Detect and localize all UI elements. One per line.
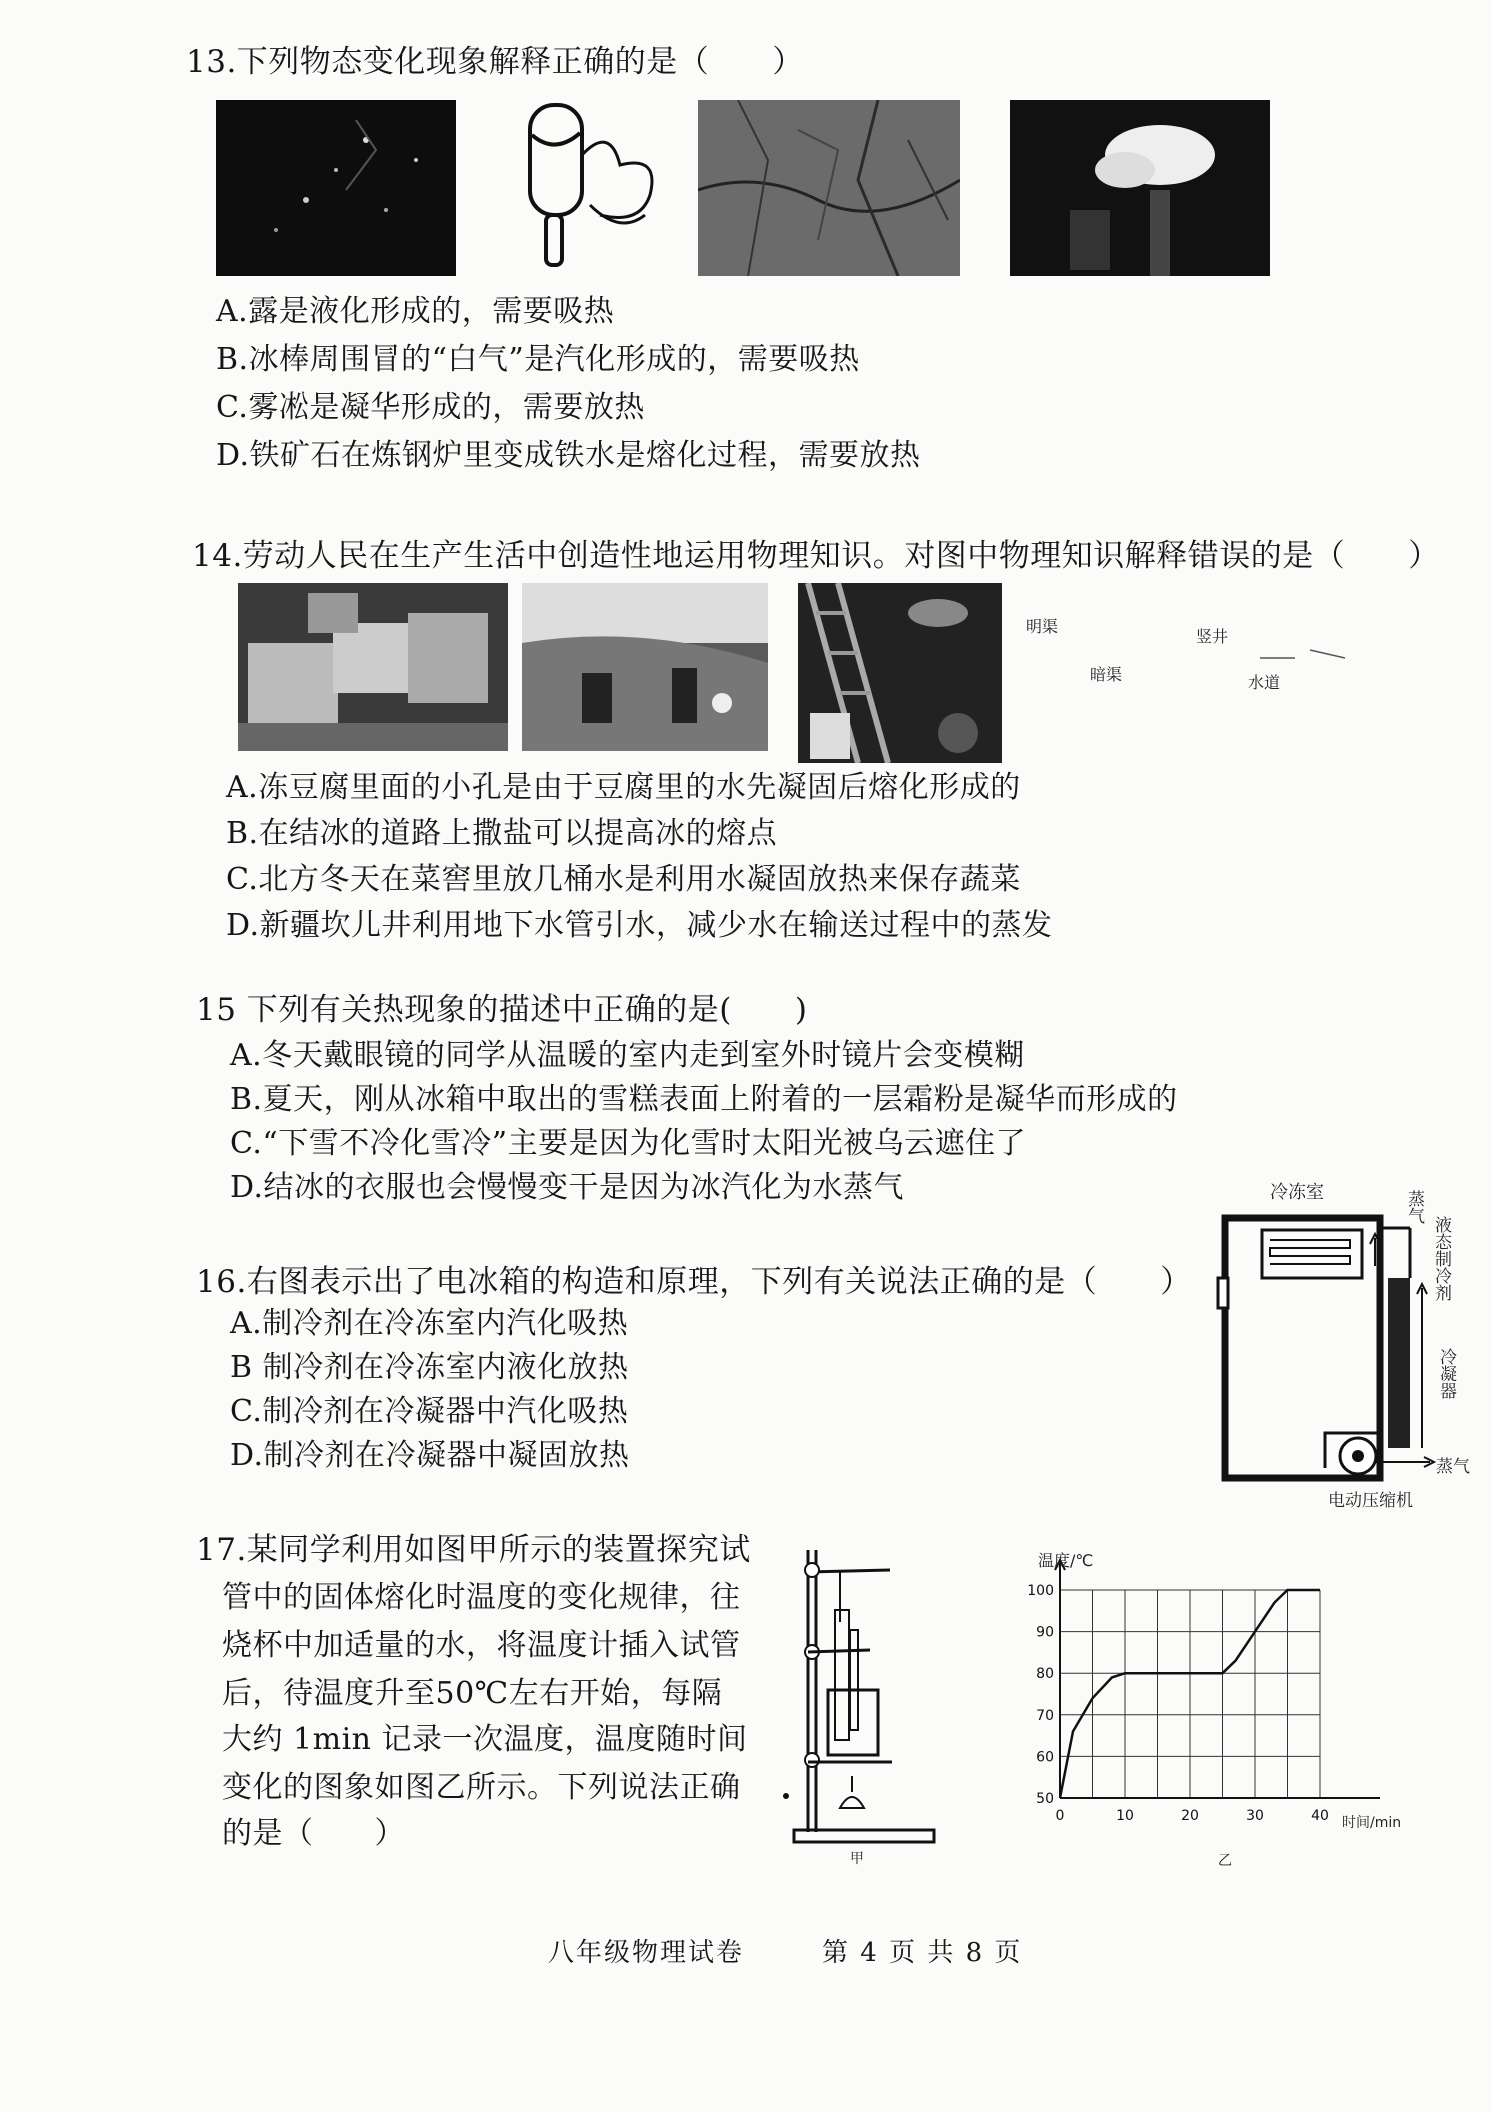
q14-option-c: C.北方冬天在菜窖里放几桶水是利用水凝固放热来保存蔬菜 [226,862,1021,897]
label-mingqu: 明渠 [1026,617,1059,636]
label-vapor-bottom: 蒸气 [1436,1457,1470,1477]
q15-option-d: D.结冰的衣服也会慢慢变干是因为冰汽化为水蒸气 [230,1170,905,1205]
q14-cellar-photo [798,583,1002,763]
label-condenser: 冷凝器 [1436,1348,1456,1399]
chart-y-tick-label: 100 [1027,1583,1054,1599]
label-compressor: 电动压缩机 [1328,1491,1413,1511]
q17-line-4: 后，待温度升至50℃左右开始，每隔 [222,1676,723,1711]
q17-line-1: 17.某同学利用如图甲所示的装置探究试 [196,1532,751,1568]
road-salt-image [522,583,768,751]
q17-line-2: 管中的固体熔化时温度的变化规律，往 [222,1580,741,1615]
q17-line-5: 大约 1min 记录一次温度，温度随时间 [222,1722,748,1757]
q14-frozen-tofu-photo [238,583,508,751]
label-shuidao: 水道 [1248,673,1281,692]
chart-x-tick-label: 40 [1311,1808,1329,1824]
chart-y-tick-label: 90 [1036,1624,1054,1641]
fig-jia-caption: 甲 [850,1851,864,1867]
dew-drops-image [216,100,456,276]
chart-y-tick-label: 60 [1036,1749,1054,1766]
label-freezer: 冷冻室 [1270,1182,1324,1203]
tofu-blocks-image [238,583,508,751]
chart-x-tick-label: 10 [1116,1808,1134,1824]
q17-line-7: 的是（ ） [222,1816,405,1851]
q14-option-a: A.冻豆腐里面的小孔是由于豆腐里的水先凝固后熔化形成的 [226,770,1021,805]
q16-option-b: B 制冷剂在冷冻室内液化放热 [230,1350,629,1385]
q13-option-d: D.铁矿石在炼钢炉里变成铁水是熔化过程，需要放热 [216,438,921,473]
fig-yi-caption: 乙 [1218,1853,1232,1869]
rime-branches-image [698,100,960,276]
q13-option-a: A.露是液化形成的，需要吸热 [216,294,615,329]
label-vapor-top: 蒸气 [1404,1190,1424,1224]
q15-option-b: B.夏天，刚从冰箱中取出的雪糕表面上附着的一层霜粉是凝华而形成的 [230,1082,1178,1117]
q14-option-d: D.新疆坎儿井利用地下水管引水，减少水在输送过程中的蒸发 [226,908,1053,943]
chart-y-tick-label: 70 [1036,1707,1054,1724]
q13-furnace-photo [1010,100,1270,276]
label-anqu: 暗渠 [1090,665,1123,684]
apparatus-drawing [780,1540,950,1870]
karez-lines [1020,600,1350,760]
chart-x-tick-label: 30 [1246,1808,1264,1824]
cellar-image [798,583,1002,763]
q15-title: 15 下列有关热现象的描述中正确的是( ) [196,992,808,1028]
q16-option-a: A.制冷剂在冷冻室内汽化吸热 [230,1306,629,1341]
footer-page: 第 4 页 共 8 页 [822,1938,1023,1968]
q15-option-c: C.“下雪不冷化雪冷”主要是因为化雪时太阳光被乌云遮住了 [230,1126,1027,1161]
footer-subject: 八年级物理试卷 [548,1938,745,1968]
q13-popsicle-drawing [510,95,670,270]
q13-option-b: B.冰棒周围冒的“白气”是汽化形成的，需要吸热 [216,342,860,377]
q14-title: 14.劳动人民在生产生活中创造性地运用物理知识。对图中物理知识解释错误的是（ ） [192,538,1440,574]
q16-option-d: D.制冷剂在冷凝器中凝固放热 [230,1438,630,1473]
chart-x-tick-label: 20 [1181,1808,1199,1824]
fridge-diagram [1210,1168,1470,1514]
label-shujing: 竖井 [1196,627,1229,646]
furnace-image [1010,100,1270,276]
q16-title: 16.右图表示出了电冰箱的构造和原理，下列有关说法正确的是（ ） [196,1264,1192,1300]
q14-option-b: B.在结冰的道路上撒盐可以提高冰的熔点 [226,816,778,851]
chart-x-axis-label: 时间/min [1342,1815,1402,1831]
popsicle-icon [510,95,670,270]
chart-y-tick-label: 50 [1036,1791,1054,1807]
q13-rime-photo [698,100,960,276]
q13-option-c: C.雾凇是凝华形成的，需要放热 [216,390,645,425]
q17-line-3: 烧杯中加适量的水，将温度计插入试管 [222,1628,741,1663]
q13-title: 13.下列物态变化现象解释正确的是（ ） [186,44,804,80]
temperature-time-chart [1020,1548,1440,1870]
q17-line-6: 变化的图象如图乙所示。下列说法正确 [222,1770,741,1805]
q15-option-a: A.冬天戴眼镜的同学从温暖的室内走到室外时镜片会变模糊 [230,1038,1025,1073]
q16-option-c: C.制冷剂在冷凝器中汽化吸热 [230,1394,629,1429]
heating-apparatus-diagram [780,1540,950,1870]
chart-x-tick-label: 0 [1055,1808,1065,1824]
q14-icy-road-photo [522,583,768,751]
q14-karez-diagram [1020,600,1350,760]
q13-dew-photo [216,100,456,276]
chart-y-axis-label: 温度/℃ [1038,1551,1094,1570]
chart-y-tick-label: 80 [1036,1666,1054,1683]
label-liquid-refrigerant: 液态制冷剂 [1431,1216,1451,1301]
